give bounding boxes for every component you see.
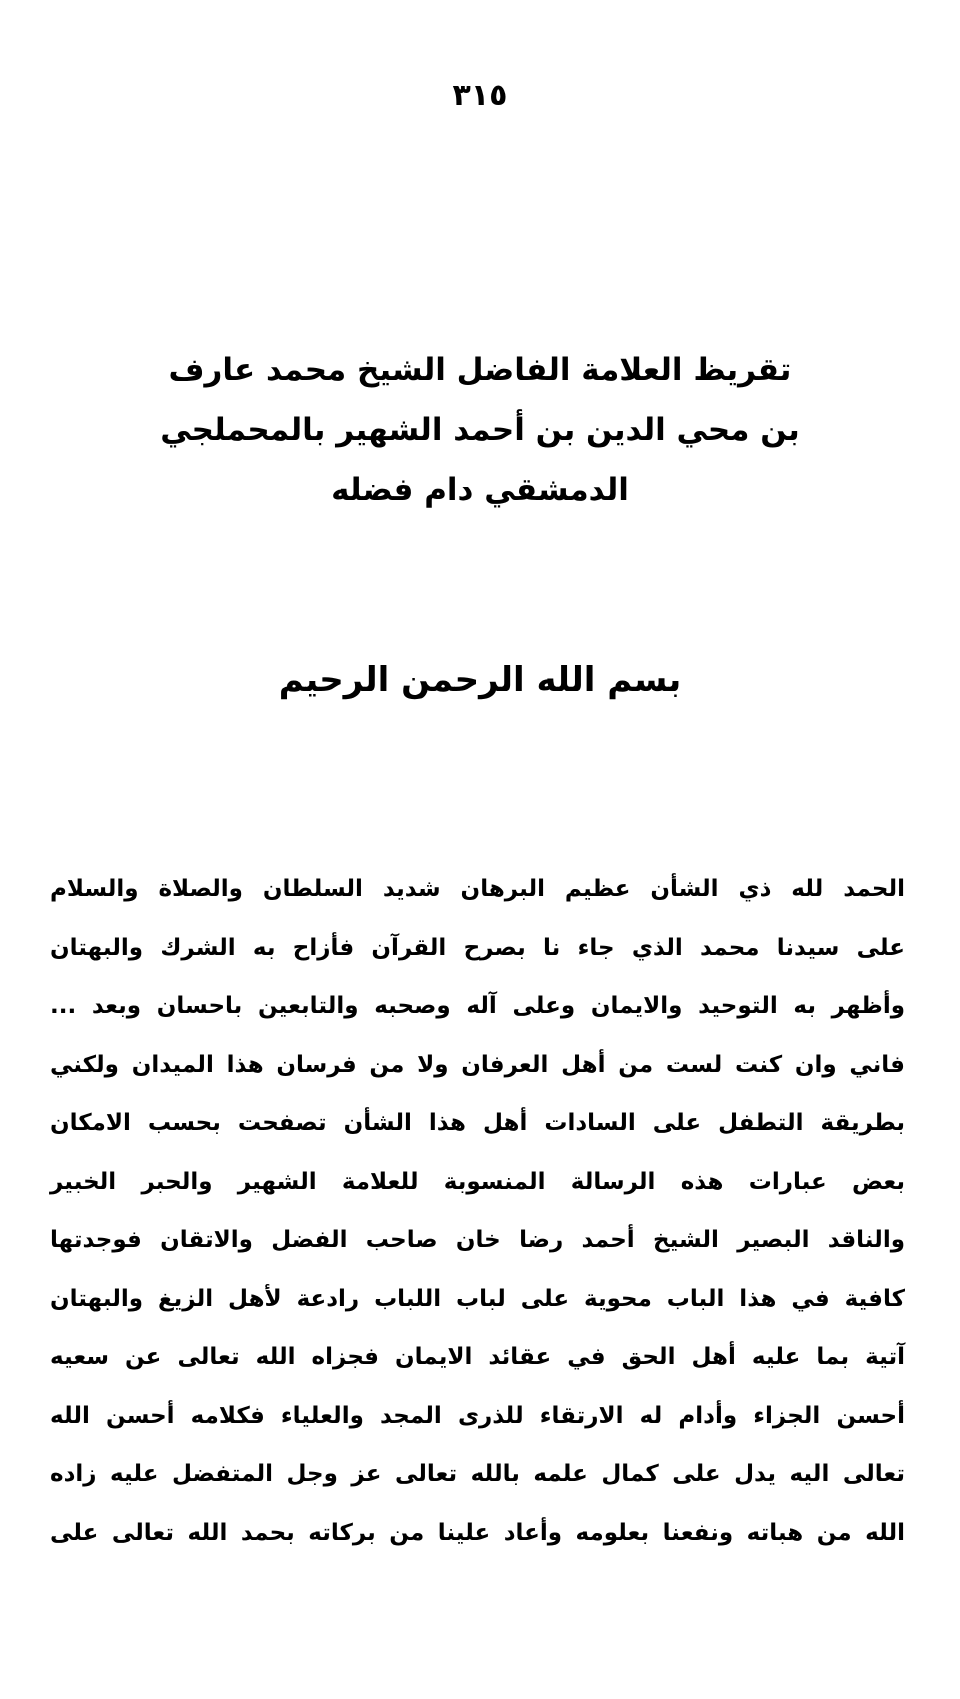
heading-line: بن محي الدين بن أحمد الشهير بالمحملجي — [160, 412, 800, 448]
body-text — [50, 860, 905, 1562]
endorsement-heading — [60, 340, 900, 520]
body-line: الله من هباته ونفعنا بعلومه وأعاد علينا من بركاته بحمد الله تعالى على — [50, 1519, 905, 1546]
body-line: بعض عبارات هذه الرسالة المنسوبة للعلامة الشهير والحبر الخبير — [50, 1168, 905, 1195]
basmala: بسم الله الرحمن الرحيم — [278, 660, 682, 700]
body-line: آتية بما عليه أهل الحق في عقائد الايمان فجزاه الله تعالى عن سعيه — [50, 1344, 905, 1370]
body-line: والناقد البصير الشيخ أحمد رضا خان صاحب الفضل والاتقان فوجدتها — [50, 1227, 905, 1253]
body-line: بطريقة التطفل على السادات أهل هذا الشأن تصفحت بحسب الامكان — [50, 1110, 905, 1136]
body-line: وأظهر به التوحيد والايمان وعلى آله وصحبه والتابعين باحسان وبعد ... — [50, 993, 905, 1019]
heading-line: الدمشقي دام فضله — [331, 472, 629, 508]
body-line: كافية في هذا الباب محوية على لباب اللباب رادعة لأهل الزيغ والبهتان — [50, 1285, 905, 1312]
page-number: ٣١٥ — [452, 78, 508, 113]
body-line: على سيدنا محمد الذي جاء نا بصرح القرآن فأزاح به الشرك والبهتان — [50, 934, 905, 961]
body-line: أحسن الجزاء وأدام له الارتقاء للذرى المجد والعلياء فكلامه أحسن الله — [50, 1402, 905, 1429]
body-line: تعالى اليه يدل على كمال علمه بالله تعالى عز وجل المتفضل عليه زاده — [50, 1461, 905, 1487]
body-line: الحمد لله ذي الشأن عظيم البرهان شديد السلطان والصلاة والسلام — [50, 876, 905, 902]
body-line: فاني وان كنت لست من أهل العرفان ولا من فرسان هذا الميدان ولكني — [50, 1051, 905, 1078]
heading-line: تقريظ العلامة الفاضل الشيخ محمد عارف — [168, 352, 792, 388]
